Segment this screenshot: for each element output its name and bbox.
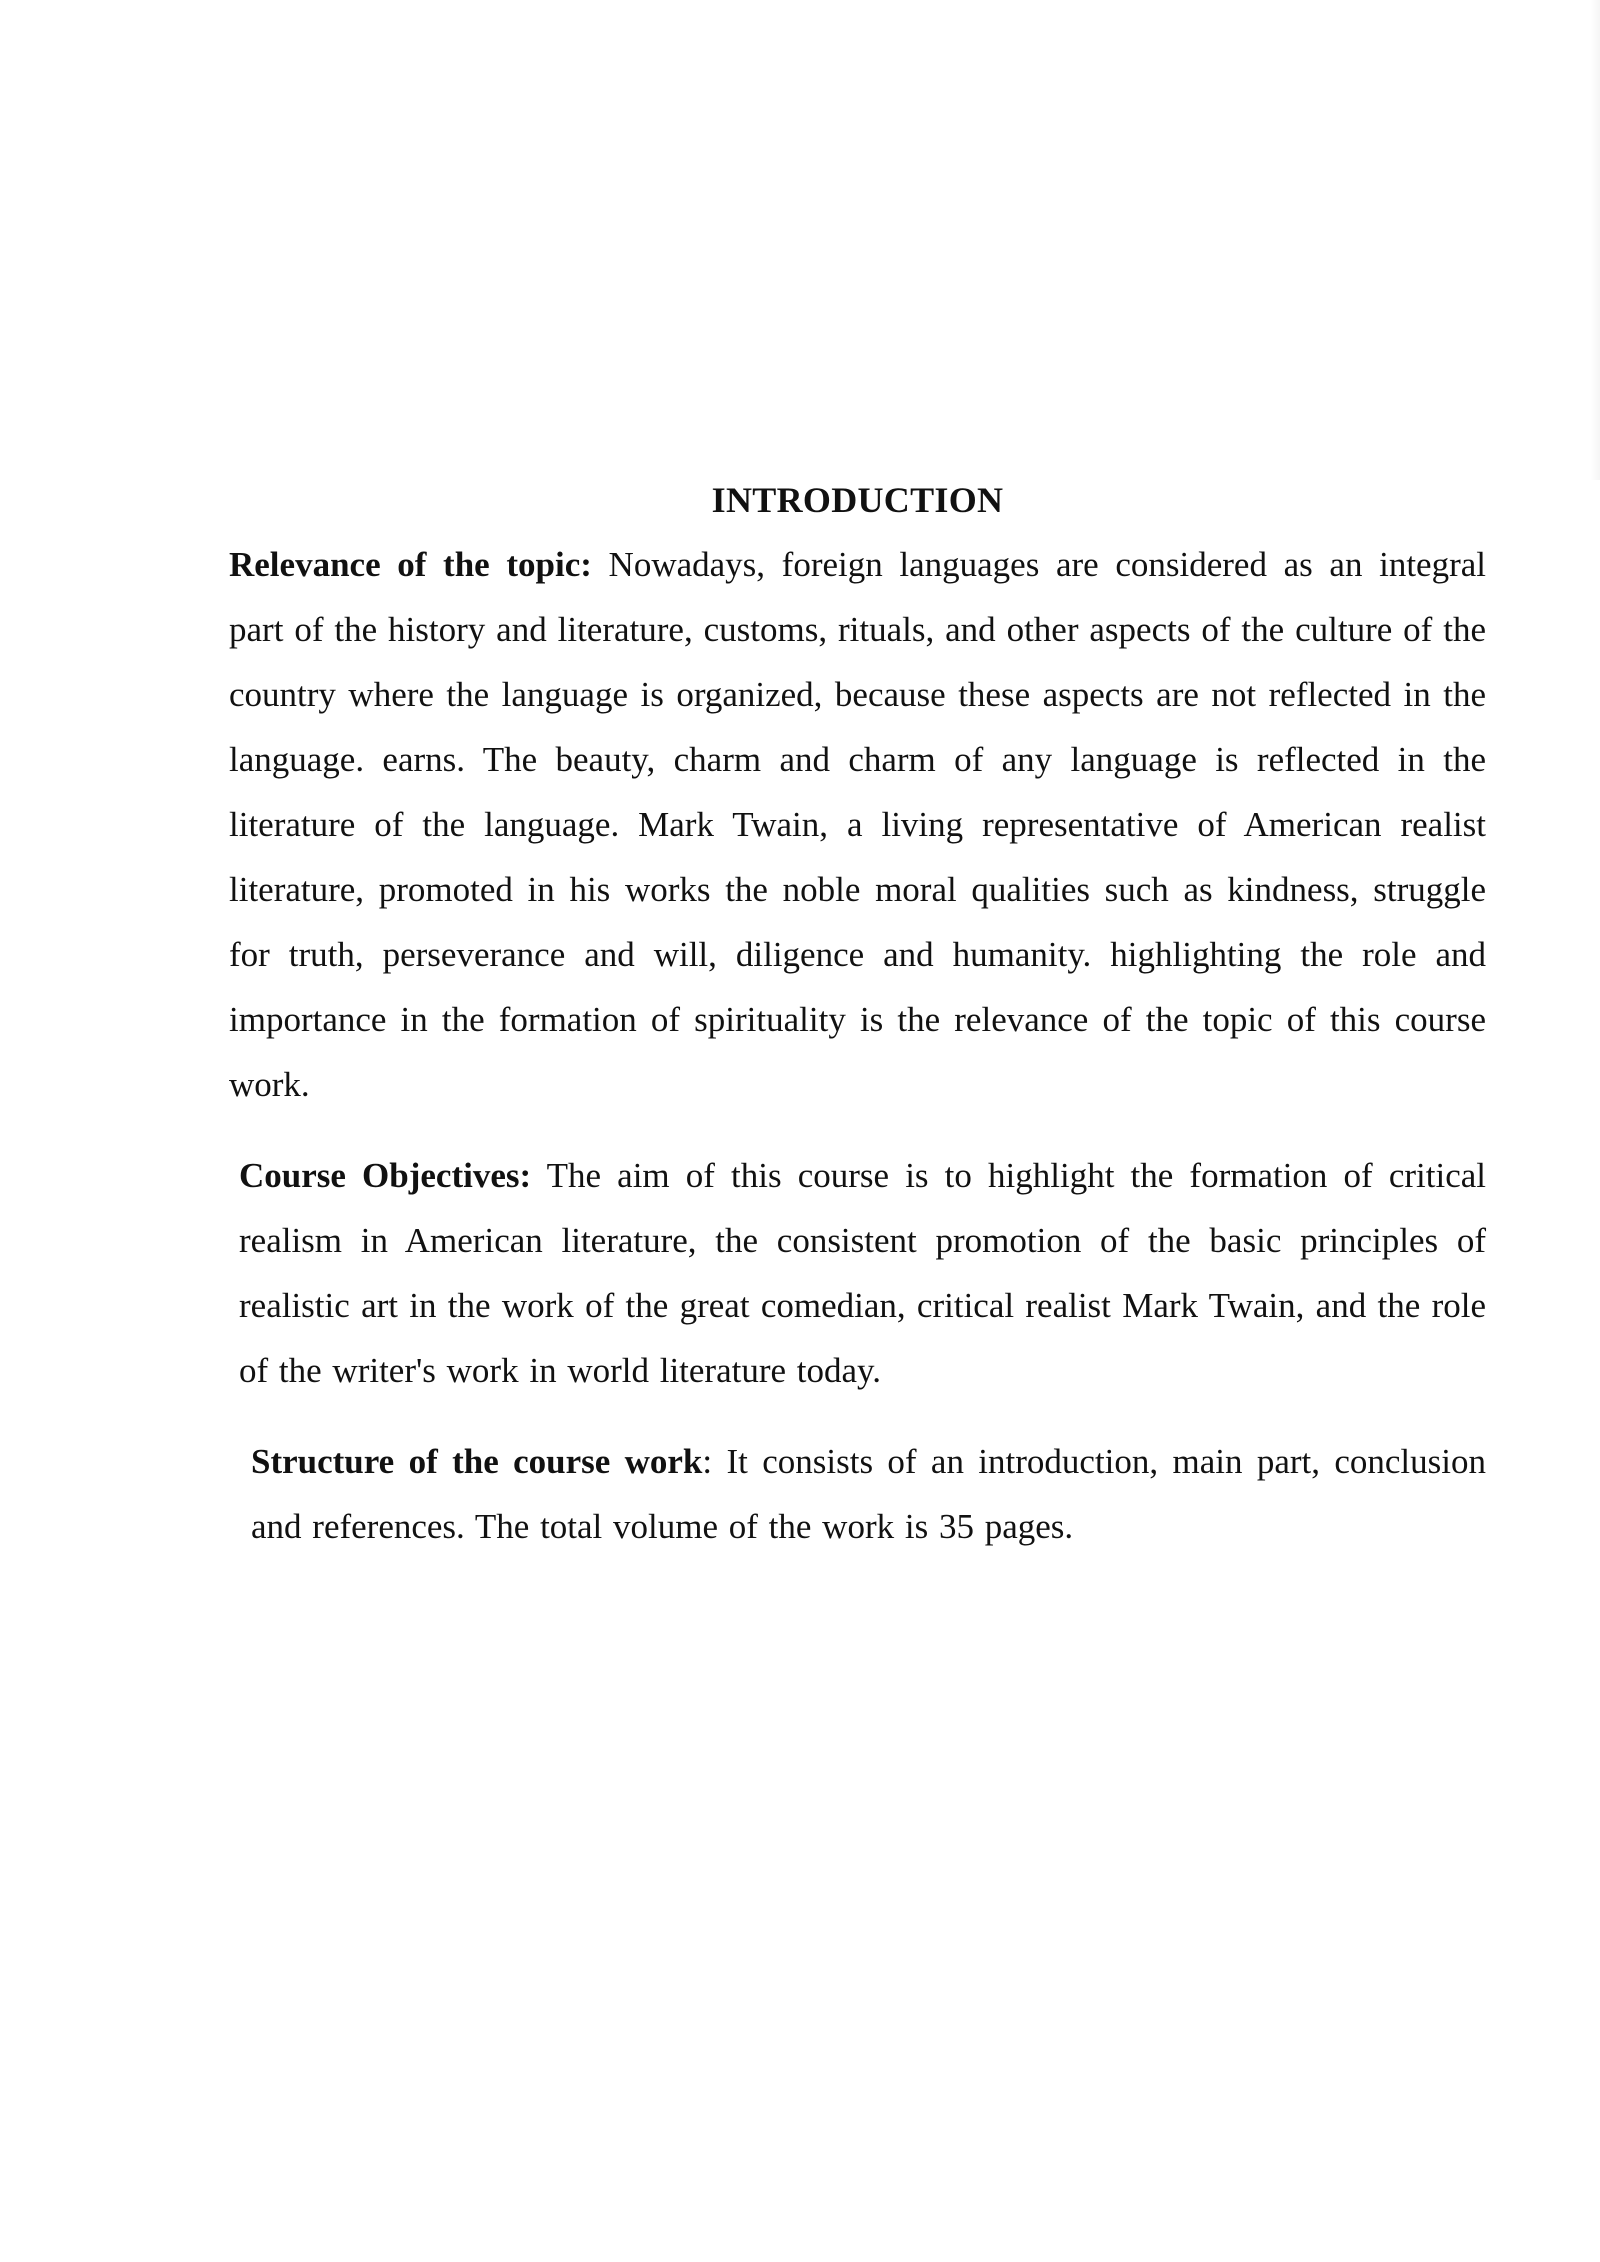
relevance-paragraph <box>229 532 1486 1117</box>
document-body <box>229 470 1486 1559</box>
page-title: INTRODUCTION <box>711 480 1004 520</box>
structure-heading: Structure of the course work <box>251 1442 703 1481</box>
objectives-paragraph <box>229 1143 1486 1403</box>
objectives-heading: Course Objectives: <box>239 1156 532 1195</box>
structure-paragraph <box>229 1429 1486 1559</box>
objectives-text: The aim of this course is to highlight the formation of critical realism in American literature, the consistent promotion of the basic principles of realistic art in the work of the great comedian, critical realist Mark Twain, and the role of the writer's work in world literature today. <box>239 1156 1486 1390</box>
relevance-text: Nowadays, foreign languages are considered as an integral part of the history and literature, customs, rituals, and other aspects of the culture of the country where the language is organized, because these aspects are not reflected in the language. earns. The beauty, charm and charm of any language is reflected in the literature of the language. Mark Twain, a living representative of American realist literature, promoted in his works the noble moral qualities such as kindness, struggle for truth, perseverance and will, diligence and humanity. highlighting the role and importance in the formation of spirituality is the relevance of the topic of this course work. <box>229 545 1486 1104</box>
page-edge-shadow <box>1590 0 1600 480</box>
relevance-heading: Relevance of the topic: <box>229 545 592 584</box>
structure-text: : It consists of an introduction, main part, conclusion and references. The total volume of the work is 35 pages. <box>251 1442 1486 1546</box>
